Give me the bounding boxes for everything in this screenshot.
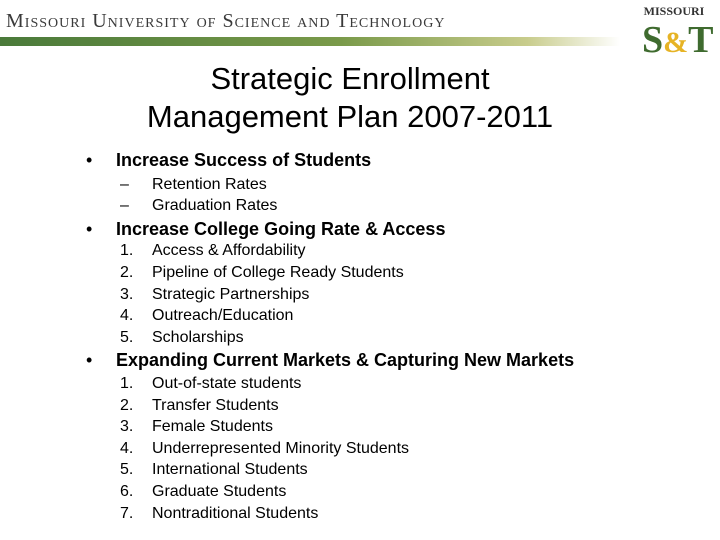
bullet-marker: • [86, 350, 93, 370]
sub-marker: – [120, 197, 129, 214]
sub-text: Access & Affordability [152, 242, 306, 259]
logo-s: S [642, 19, 664, 61]
sub-marker: 2. [120, 264, 134, 281]
bullet-text: Increase College Going Rate & Access [116, 219, 446, 239]
sub-marker: 3. [120, 286, 134, 303]
sub-text: Outreach/Education [152, 307, 294, 324]
bullet-marker: • [86, 219, 93, 239]
sub-text: Transfer Students [152, 397, 279, 414]
header-bar [0, 37, 620, 46]
sub-text: Graduation Rates [152, 197, 278, 214]
sub-text: Pipeline of College Ready Students [152, 264, 404, 281]
slide-title-line-1: Strategic Enrollment [210, 61, 490, 96]
sub-marker: 5. [120, 461, 134, 478]
university-header-text: Missouri University of Science and Technology [6, 10, 446, 32]
logo-t: T [688, 19, 714, 61]
sub-text: Retention Rates [152, 176, 267, 193]
bullet-text: Increase Success of Students [116, 150, 372, 170]
sub-marker: 4. [120, 440, 134, 457]
slide-title [0, 60, 700, 136]
logo-mark [642, 18, 714, 65]
sub-text: Graduate Students [152, 483, 287, 500]
sub-text: Nontraditional Students [152, 505, 319, 522]
sub-marker: 3. [120, 418, 134, 435]
sub-marker: 1. [120, 375, 134, 392]
sub-text: Underrepresented Minority Students [152, 440, 410, 457]
university-logo [634, 4, 714, 68]
sub-marker: 5. [120, 329, 134, 346]
sub-marker: – [120, 176, 129, 193]
logo-top-text: MISSOURI [643, 4, 705, 18]
logo-amp: & [663, 26, 689, 59]
sub-marker: 2. [120, 397, 134, 414]
sub-text: International Students [152, 461, 308, 478]
sub-text: Female Students [152, 418, 273, 435]
bullet-text: Expanding Current Markets & Capturing New Markets [116, 350, 575, 370]
sub-marker: 7. [120, 505, 134, 522]
sub-text: Out-of-state students [152, 375, 302, 392]
sub-text: Strategic Partnerships [152, 286, 310, 303]
sub-marker: 6. [120, 483, 134, 500]
sub-marker: 4. [120, 307, 134, 324]
sub-text: Scholarships [152, 329, 244, 346]
bullet-marker: • [86, 150, 93, 170]
slide-title-line-2: Management Plan 2007-2011 [146, 99, 554, 134]
sub-marker: 1. [120, 242, 134, 259]
